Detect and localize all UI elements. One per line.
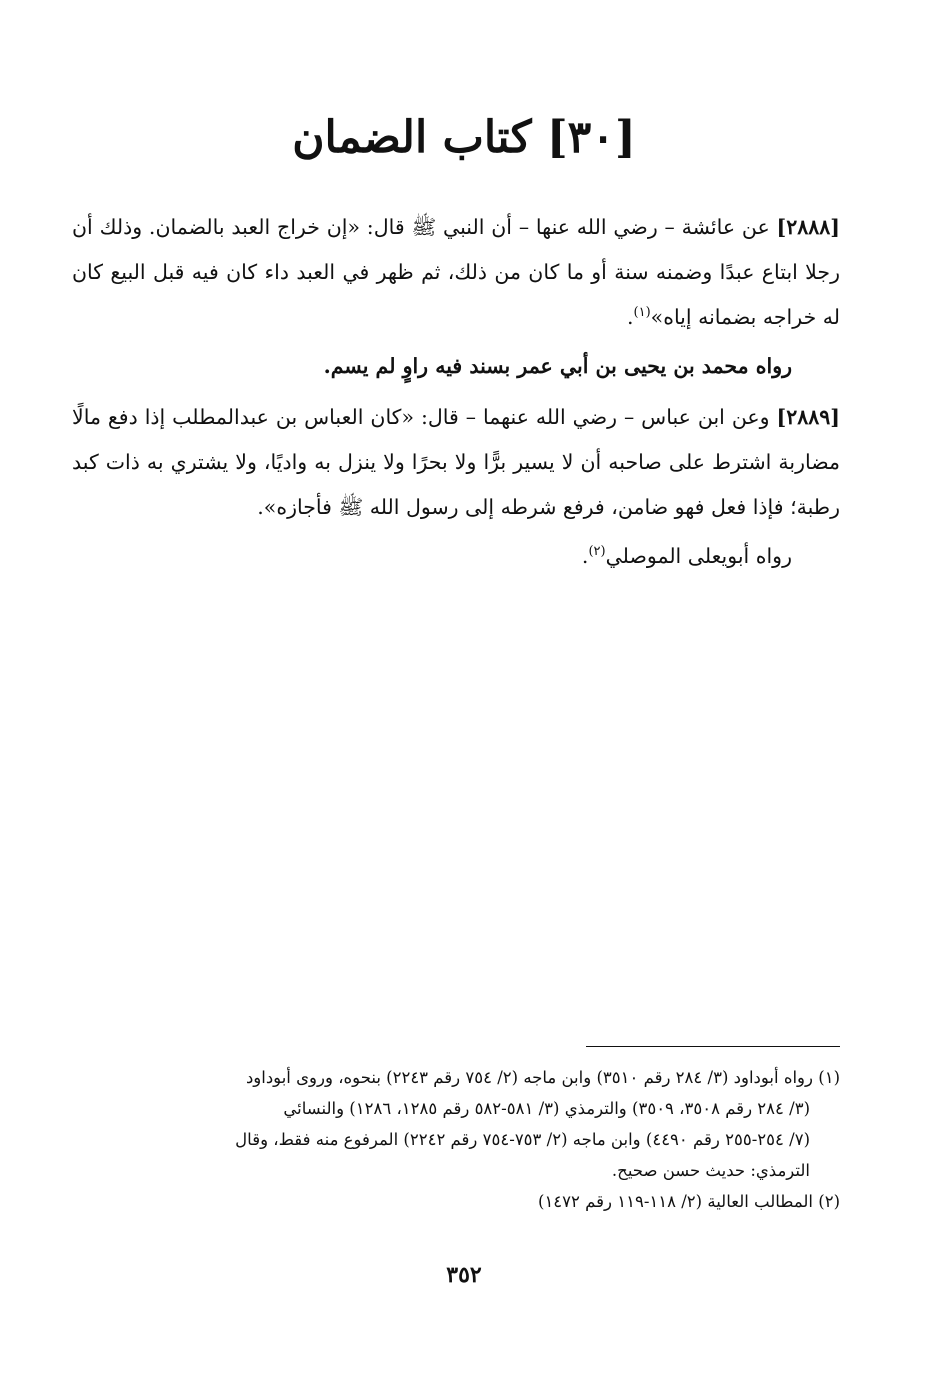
main-text bbox=[72, 205, 840, 585]
chapter-title: [٣٠] كتاب الضمان bbox=[292, 112, 636, 163]
footnote-1-line-1: (١) رواه أبوداود (٣/ ٢٨٤ رقم ٣٥١٠) وابن ماجه (٢/ ٧٥٤ رقم ٢٢٤٣) بنحوه، وروى أبوداود bbox=[245, 1068, 840, 1087]
page-number: ٣٥٢ bbox=[446, 1262, 482, 1288]
footnote-divider bbox=[586, 1046, 840, 1047]
footnote-1-line-3: (٧/ ٢٥٤-٢٥٥ رقم ٤٤٩٠) وابن ماجه (٢/ ٧٥٣-٧٥٤ رقم ٢٢٤٢) المرفوع منه فقط، وقال bbox=[235, 1130, 810, 1149]
narration-text: رواه أبويعلى الموصلي bbox=[605, 544, 792, 568]
footnote-2: (٢) المطالب العالية (٢/ ١١٨-١١٩ رقم ١٤٧٢) bbox=[538, 1192, 840, 1211]
hadith-text: وعن ابن عباس – رضي الله عنهما – قال: «كان العباس بن عبدالمطلب إذا دفع مالًا مضاربة اشترط على صاحبه أن لا يسير برًّا ولا بحرًا ولا ينزل به واديًا، ولا يشتري به ذات كبد رطبة؛ فإذا فعل فهو ضامن، فرفع شرطه إلى رسول الله ﷺ فأجازه». bbox=[72, 405, 840, 519]
narration-2889 bbox=[72, 534, 840, 579]
hadith-text: عن عائشة – رضي الله عنها – أن النبي ﷺ قال: «إن خراج العبد بالضمان. وذلك أن رجلا ابتاع عبدًا وضمنه سنة أو ما كان من ذلك، ثم ظهر في العبد داء كان فيه قبل البيع كان له خراجه بضمانه إياه» bbox=[72, 215, 840, 329]
narration-end: . bbox=[581, 544, 589, 568]
footnote-ref-2[interactable]: (٢) bbox=[588, 544, 606, 560]
footnote-1-line-4: الترمذي: حديث حسن صحيح. bbox=[611, 1161, 810, 1180]
hadith-2889 bbox=[72, 395, 840, 530]
hadith-2888 bbox=[72, 205, 840, 340]
hadith-number: [٢٨٨٨] bbox=[776, 215, 840, 239]
hadith-end: . bbox=[626, 305, 634, 329]
footnote-1-line-2: (٣/ ٢٨٤ رقم ٣٥٠٨، ٣٥٠٩) والترمذي (٣/ ٥٨١-٥٨٢ رقم ١٢٨٥، ١٢٨٦) والنسائي bbox=[283, 1099, 810, 1118]
footnotes bbox=[72, 1062, 840, 1217]
narration-2888: رواه محمد بن يحيى بن أبي عمر بسند فيه راوٍ لم يسم. bbox=[323, 354, 792, 378]
footnote-ref-1[interactable]: (١) bbox=[633, 305, 651, 321]
hadith-number: [٢٨٨٩] bbox=[776, 405, 840, 429]
